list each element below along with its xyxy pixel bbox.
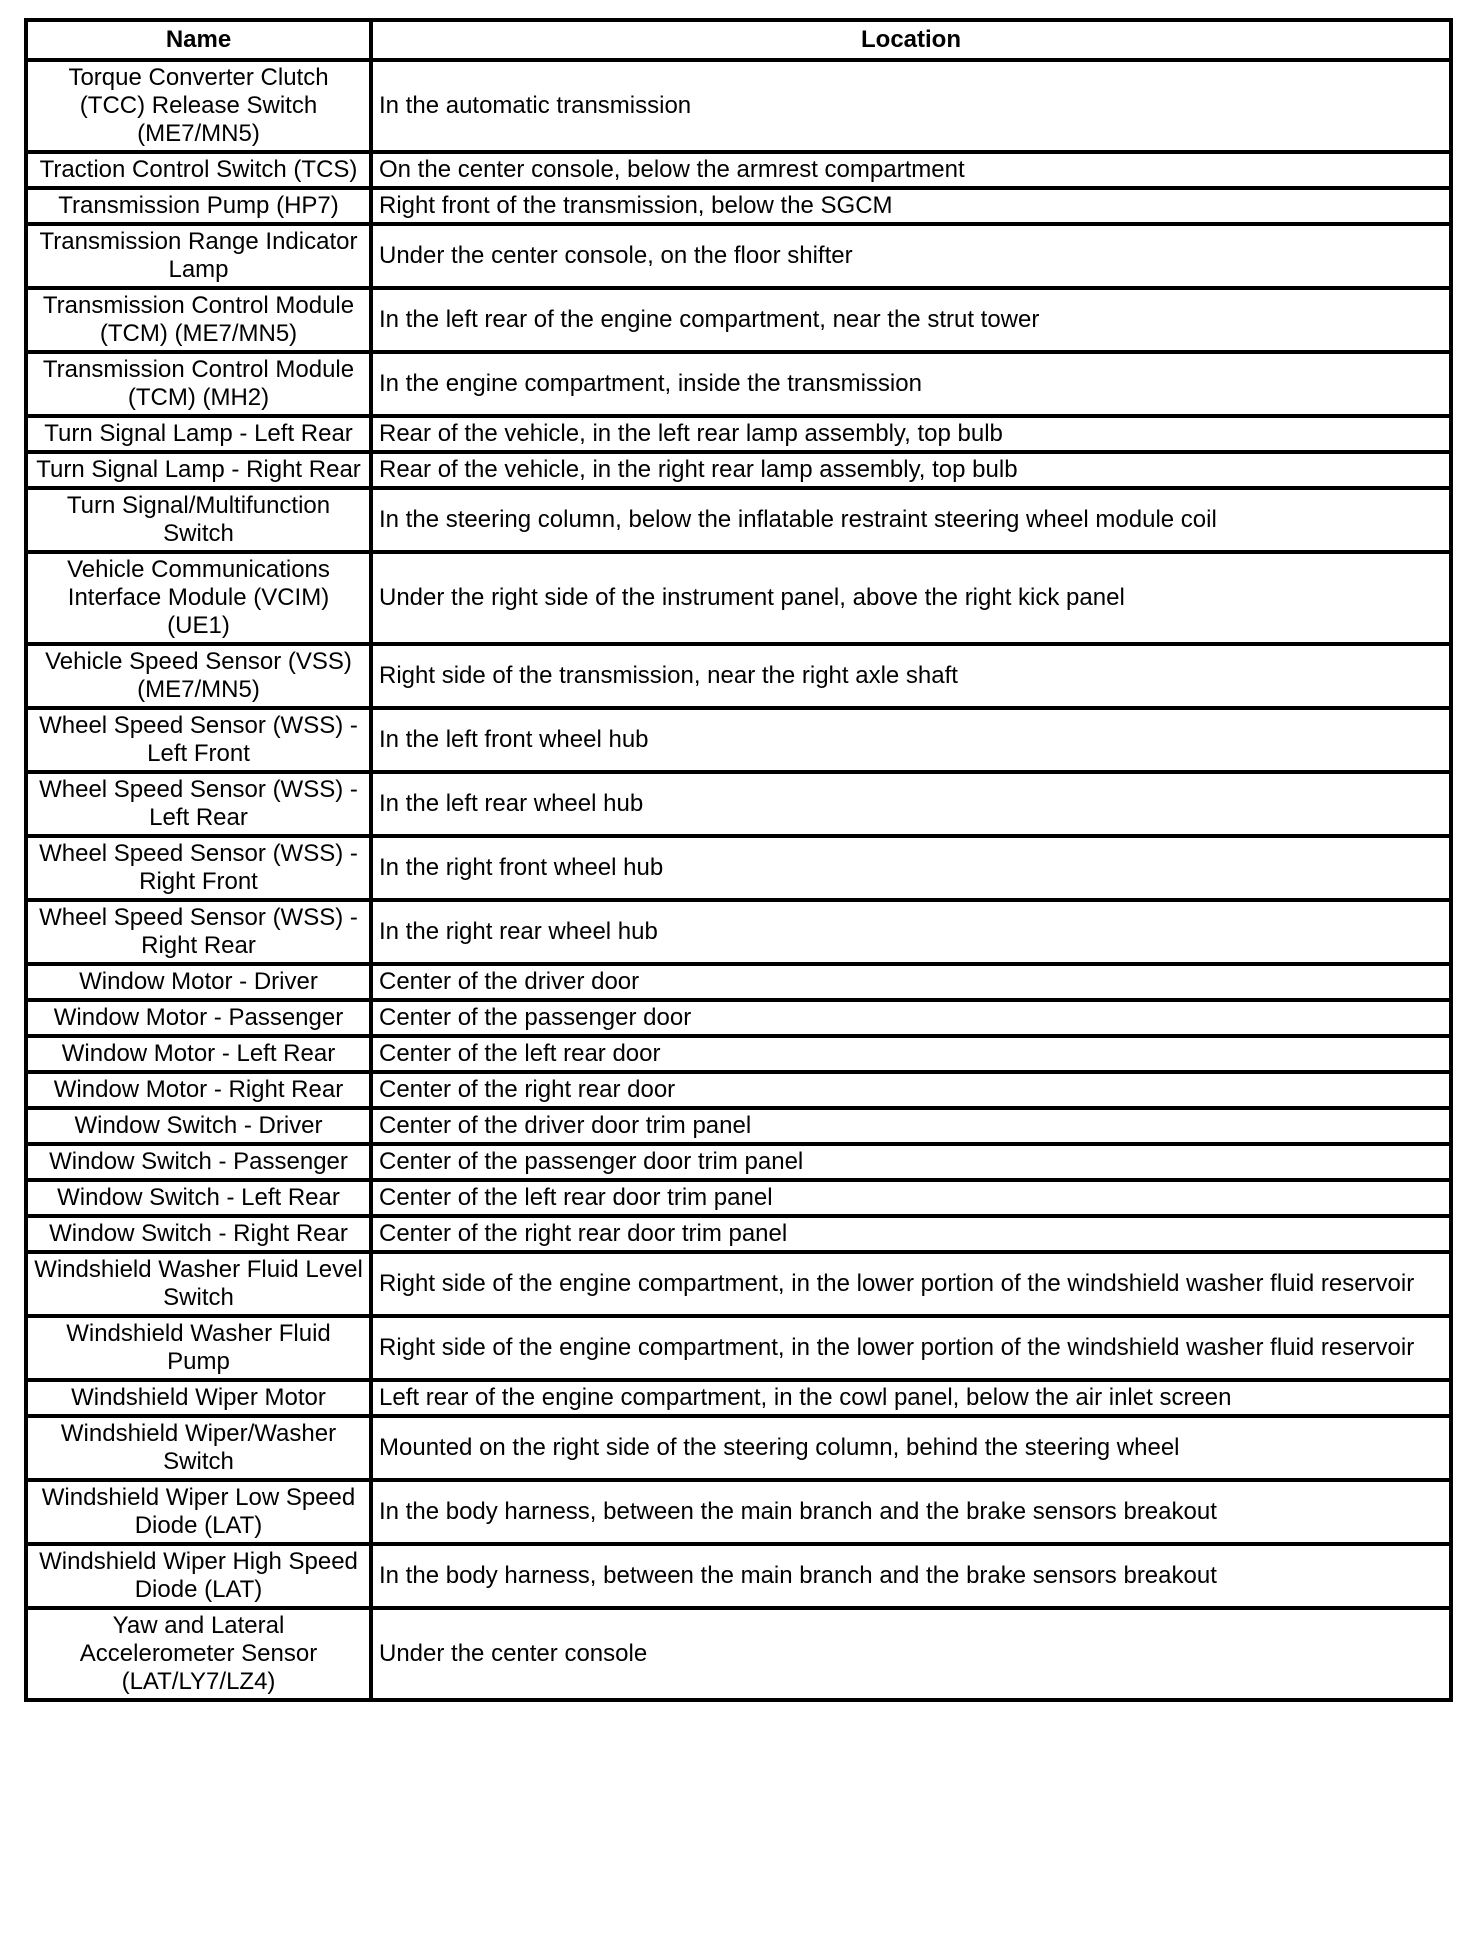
table-row (26, 708, 1451, 772)
component-location-cell: Right side of the engine compartment, in the lower portion of the windshield washer fluid reservoir (371, 1252, 1451, 1316)
component-name-cell: Windshield Wiper/Washer Switch (26, 1416, 371, 1480)
component-name-cell: Wheel Speed Sensor (WSS) - Left Front (26, 708, 371, 772)
component-location-cell: Center of the driver door trim panel (371, 1108, 1451, 1144)
component-name-cell: Windshield Washer Fluid Pump (26, 1316, 371, 1380)
table-row (26, 152, 1451, 188)
table-row (26, 488, 1451, 552)
component-location-cell: In the engine compartment, inside the transmission (371, 352, 1451, 416)
component-location-cell: In the automatic transmission (371, 60, 1451, 152)
component-location-cell: In the left rear wheel hub (371, 772, 1451, 836)
component-name-cell: Window Switch - Driver (26, 1108, 371, 1144)
component-name-cell: Windshield Wiper Low Speed Diode (LAT) (26, 1480, 371, 1544)
component-name-cell: Vehicle Communications Interface Module (VCIM) (UE1) (26, 552, 371, 644)
table-row (26, 1108, 1451, 1144)
component-location-cell: Right front of the transmission, below the SGCM (371, 188, 1451, 224)
table-row (26, 552, 1451, 644)
component-name-cell: Turn Signal/Multifunction Switch (26, 488, 371, 552)
component-name-cell: Turn Signal Lamp - Right Rear (26, 452, 371, 488)
table-row (26, 416, 1451, 452)
component-name-cell: Windshield Washer Fluid Level Switch (26, 1252, 371, 1316)
table-header-row (26, 20, 1451, 60)
component-location-cell: Center of the right rear door (371, 1072, 1451, 1108)
table-row (26, 772, 1451, 836)
component-location-cell: Center of the passenger door trim panel (371, 1144, 1451, 1180)
table-row (26, 352, 1451, 416)
component-location-cell: Right side of the engine compartment, in the lower portion of the windshield washer fluid reservoir (371, 1316, 1451, 1380)
component-location-cell: Rear of the vehicle, in the left rear lamp assembly, top bulb (371, 416, 1451, 452)
component-name-cell: Turn Signal Lamp - Left Rear (26, 416, 371, 452)
component-name-cell: Transmission Pump (HP7) (26, 188, 371, 224)
table-row (26, 1144, 1451, 1180)
component-location-cell: In the right front wheel hub (371, 836, 1451, 900)
table-row (26, 1416, 1451, 1480)
component-name-cell: Windshield Wiper High Speed Diode (LAT) (26, 1544, 371, 1608)
table-row (26, 1544, 1451, 1608)
component-location-cell: In the left rear of the engine compartment, near the strut tower (371, 288, 1451, 352)
table-row (26, 1252, 1451, 1316)
table-row (26, 1380, 1451, 1416)
component-name-cell: Window Switch - Right Rear (26, 1216, 371, 1252)
component-name-cell: Transmission Range Indicator Lamp (26, 224, 371, 288)
component-location-cell: In the body harness, between the main branch and the brake sensors breakout (371, 1480, 1451, 1544)
table-row (26, 644, 1451, 708)
component-location-cell: Under the center console, on the floor shifter (371, 224, 1451, 288)
table-row (26, 964, 1451, 1000)
component-name-cell: Yaw and Lateral Accelerometer Sensor (LAT/LY7/LZ4) (26, 1608, 371, 1700)
table-row (26, 1608, 1451, 1700)
table-row (26, 1072, 1451, 1108)
table-row (26, 836, 1451, 900)
component-name-cell: Vehicle Speed Sensor (VSS) (ME7/MN5) (26, 644, 371, 708)
table-row (26, 900, 1451, 964)
component-location-cell: Right side of the transmission, near the right axle shaft (371, 644, 1451, 708)
table-row (26, 452, 1451, 488)
component-location-cell: Rear of the vehicle, in the right rear lamp assembly, top bulb (371, 452, 1451, 488)
column-header-name: Name (26, 20, 371, 60)
table-row (26, 1316, 1451, 1380)
table-row (26, 1036, 1451, 1072)
component-name-cell: Window Switch - Left Rear (26, 1180, 371, 1216)
component-name-cell: Traction Control Switch (TCS) (26, 152, 371, 188)
component-location-cell: Under the center console (371, 1608, 1451, 1700)
component-location-cell: Center of the driver door (371, 964, 1451, 1000)
component-name-cell: Windshield Wiper Motor (26, 1380, 371, 1416)
component-name-cell: Window Switch - Passenger (26, 1144, 371, 1180)
component-location-cell: Under the right side of the instrument panel, above the right kick panel (371, 552, 1451, 644)
component-location-cell: Center of the passenger door (371, 1000, 1451, 1036)
component-location-cell: Center of the left rear door trim panel (371, 1180, 1451, 1216)
table-row (26, 224, 1451, 288)
table-row (26, 1480, 1451, 1544)
component-name-cell: Transmission Control Module (TCM) (ME7/MN5) (26, 288, 371, 352)
component-locator-table (24, 18, 1453, 1702)
table-row (26, 60, 1451, 152)
component-location-cell: In the right rear wheel hub (371, 900, 1451, 964)
component-location-cell: In the body harness, between the main branch and the brake sensors breakout (371, 1544, 1451, 1608)
component-name-cell: Wheel Speed Sensor (WSS) - Right Rear (26, 900, 371, 964)
component-location-cell: In the steering column, below the inflatable restraint steering wheel module coil (371, 488, 1451, 552)
component-location-cell: On the center console, below the armrest compartment (371, 152, 1451, 188)
component-name-cell: Wheel Speed Sensor (WSS) - Left Rear (26, 772, 371, 836)
component-location-cell: Center of the left rear door (371, 1036, 1451, 1072)
component-name-cell: Window Motor - Left Rear (26, 1036, 371, 1072)
table-row (26, 1180, 1451, 1216)
column-header-location: Location (371, 20, 1451, 60)
table-row (26, 1000, 1451, 1036)
component-name-cell: Window Motor - Passenger (26, 1000, 371, 1036)
component-name-cell: Wheel Speed Sensor (WSS) - Right Front (26, 836, 371, 900)
component-name-cell: Transmission Control Module (TCM) (MH2) (26, 352, 371, 416)
component-name-cell: Window Motor - Driver (26, 964, 371, 1000)
component-location-cell: Left rear of the engine compartment, in the cowl panel, below the air inlet screen (371, 1380, 1451, 1416)
table-row (26, 1216, 1451, 1252)
table-row (26, 288, 1451, 352)
component-locator-table-container (24, 18, 1449, 1702)
table-body (26, 60, 1451, 1700)
component-location-cell: Center of the right rear door trim panel (371, 1216, 1451, 1252)
table-row (26, 188, 1451, 224)
component-name-cell: Torque Converter Clutch (TCC) Release Switch (ME7/MN5) (26, 60, 371, 152)
component-location-cell: In the left front wheel hub (371, 708, 1451, 772)
component-location-cell: Mounted on the right side of the steering column, behind the steering wheel (371, 1416, 1451, 1480)
component-name-cell: Window Motor - Right Rear (26, 1072, 371, 1108)
